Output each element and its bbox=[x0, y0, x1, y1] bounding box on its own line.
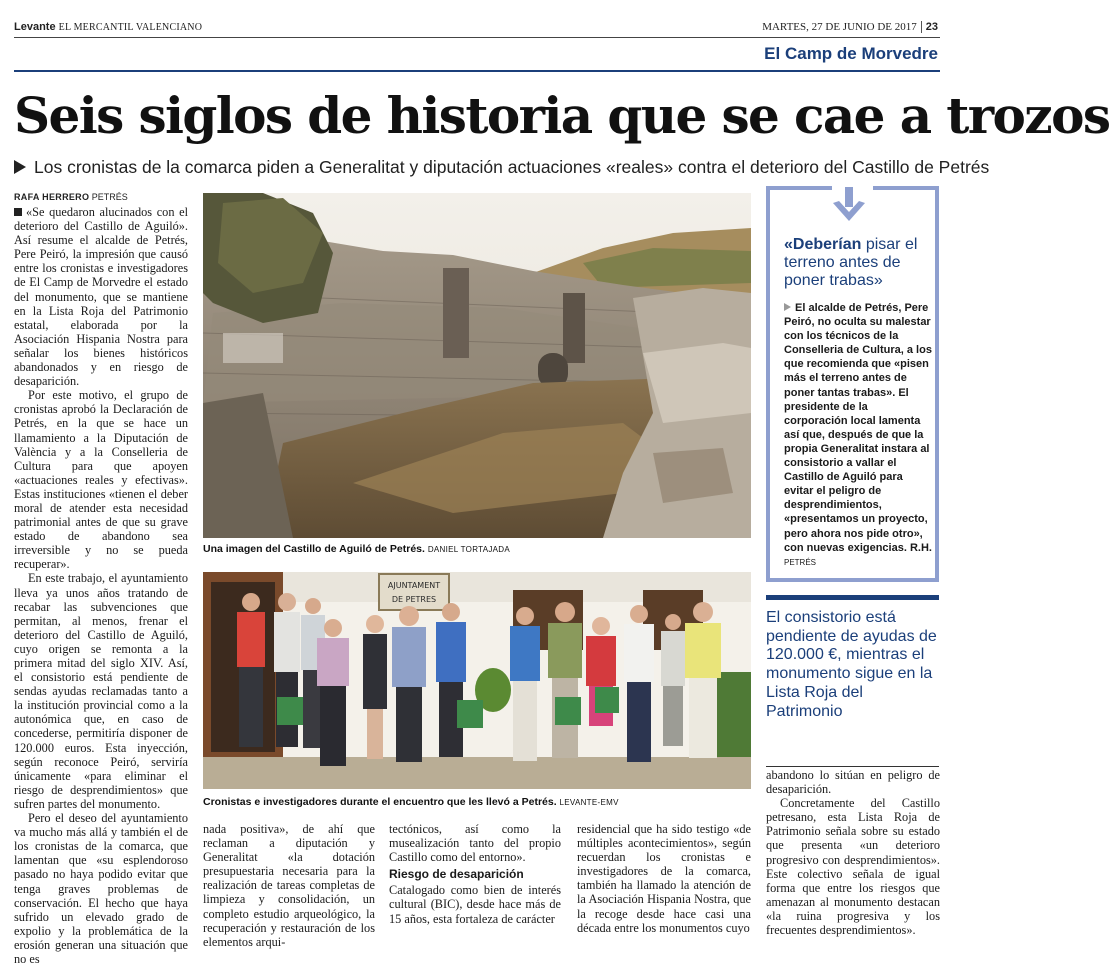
town-hall-sign-line2: DE PETRES bbox=[391, 595, 437, 604]
issue-date: MARTES, 27 DE JUNIO DE 2017 bbox=[762, 21, 917, 33]
paragraph: abandono lo sitúan en peligro de desaparición. bbox=[766, 768, 940, 797]
page-number: 23 bbox=[921, 21, 938, 33]
paragraph: Por este motivo, el grupo de cronistas aprobó la Declaración de Petrés, en la que se hace un llamamiento a la Diputación de València y a la Conselleria de Cultura para que apoyen «actuaciones reales y efectivas». Estas instituciones «tienen el deber moral de atender esta necesidad patrimonial antes de que su grave estado de abandono sea irreversible y no se pueda recuperar». bbox=[14, 388, 188, 572]
masthead bbox=[14, 21, 202, 33]
triangle-bullet-icon bbox=[784, 303, 791, 311]
article-column-5 bbox=[766, 768, 940, 936]
article-column-3 bbox=[389, 822, 561, 936]
headline: Seis siglos de historia que se cae a trozos bbox=[14, 86, 1109, 145]
triangle-bullet-icon bbox=[14, 160, 26, 174]
caption-text: Cronistas e investigadores durante el encuentro que les llevó a Petrés. bbox=[203, 796, 557, 808]
paragraph: residencial que ha sido testigo «de múltiples acontecimientos», según recuerdan los cronistas e investigadores de la comarca, también ha llamado la atención de la Asociación Hispania Nostra, que la recoge desde hace casi una década entre los monumentos cuyo bbox=[577, 822, 751, 935]
town-hall-sign-line1: AJUNTAMENT bbox=[387, 581, 441, 590]
square-bullet-icon bbox=[14, 208, 22, 216]
castle-ruins-image bbox=[203, 193, 751, 538]
caption-text: Una imagen del Castillo de Aguiló de Petrés. bbox=[203, 543, 425, 555]
header-rule bbox=[14, 37, 940, 38]
article-column-2 bbox=[203, 822, 375, 949]
photo-credit: DANIEL TORTAJADA bbox=[427, 545, 510, 554]
section-title: El Camp de Morvedre bbox=[764, 44, 938, 63]
sidebar-paragraph: El alcalde de Petrés, Pere Peiró, no oculta su malestar con los técnicos de la Conselleria de Cultura, a los que recomienda que «pisen más el terreno antes de poner tantas trabas». El presidente de la corporación local lamenta así que, después de que la propia Generalitat instara al consistorio a vallar el Castillo de Aguiló para evitar el peligro de desprendimientos, «presentamos un proyecto, pero ahora nos pide otro», con nuevas exigencias. bbox=[784, 302, 932, 554]
byline-place: PETRÉS bbox=[91, 192, 128, 202]
paragraph: Concretamente del Castillo petresano, esta Lista Roja de Patrimonio señala sobre su estado que presenta «un deterioro progresivo con desprendimientos». Este colectivo señala de igual forma que entre los riesgos que amenazan al monumento destacan «la ruina progresiva y los frecuentes desprendimientos». bbox=[766, 796, 940, 938]
paragraph-text: «Se quedaron alucinados con el deterioro del Castillo de Aguiló». Así resume el alcalde de Petrés, Pere Peiró, la impresión que causó entre los cronistas e investigadores de El Camp de Morvedre el estado del monumento, que se mantiene en la Lista Roja del Patrimonio estatal, elaborada por la Asociación Hispania Nostra para señalar los bienes históricos abandonados y en riesgo de desaparición. bbox=[14, 205, 188, 389]
article-column-1 bbox=[14, 205, 188, 966]
byline bbox=[14, 192, 128, 202]
paragraph: nada positiva», de ahí que reclaman a diputación y Generalitat «la dotación presupuestaria necesaria para la realización de tareas completas de limpieza y consolidación, un completo estudio arqueológico, la recuperación y restauración de los elementos arqui- bbox=[203, 822, 375, 949]
sidebar-signature: R.H. bbox=[909, 541, 932, 554]
paragraph: Pero el deseo del ayuntamiento va mucho más allá y también el de los cronistas de la comarca, que lamentan que «su esplendoroso pasado no haya podido evitar que tenga graves problemas de conservación. El hecho que haya sufrido un elevado grado de expolio y la problemática de la erosión generan una situación que no es bbox=[14, 811, 188, 966]
paragraph bbox=[14, 205, 188, 388]
arrow-down-icon bbox=[832, 187, 866, 227]
article-column-4 bbox=[577, 822, 751, 936]
paper-name: Levante bbox=[14, 21, 56, 33]
paragraph: Catalogado como bien de interés cultural (BIC), desde hace más de 15 años, esta fortaleza de carácter bbox=[389, 883, 561, 926]
sidebar-signature-place: PETRÉS bbox=[784, 557, 817, 567]
castle-photo bbox=[203, 193, 751, 538]
sidebar-title-rest: pisar el terreno antes de poner trabas» bbox=[784, 236, 918, 289]
section-subtitle: Riesgo de desaparición bbox=[389, 867, 524, 882]
sidebar-title bbox=[784, 236, 934, 290]
group-photo bbox=[203, 572, 751, 789]
quote-bar bbox=[766, 595, 939, 600]
pull-quote: El consistorio está pendiente de ayudas de 120.000 €, mientras el monumento sigue en la Lista Roja del Patrimonio bbox=[766, 609, 937, 720]
byline-author: RAFA HERRERO bbox=[14, 192, 90, 202]
paragraph: En este trabajo, el ayuntamiento lleva ya unos años tratando de recabar las subvenciones que permitan, al menos, frenar el deterioro del Castillo de Aguiló, cuyo origen se remonta a la primera mitad del siglo XIV. Así, el consistorio está pendiente de sendas ayudas reclamadas tanto a la institución provincial como a la autonómica que, en caso de concederse, permitiría disponer de 120.000 euros. Esta inyección, según reconoce Peiró, serviría únicamente «para eliminar el riesgo de desprendimientos» que sufren partes del monumento. bbox=[14, 571, 188, 811]
paragraph: tectónicos, así como la musealización tanto del propio Castillo como del entorno». bbox=[389, 822, 561, 865]
photo2-caption bbox=[203, 796, 619, 808]
chroniclers-group-image bbox=[203, 572, 751, 789]
photo-credit: LEVANTE-EMV bbox=[559, 798, 619, 807]
quote-rule bbox=[766, 766, 939, 767]
paper-subtitle: EL MERCANTIL VALENCIANO bbox=[58, 22, 203, 33]
subheadline-text: Los cronistas de la comarca piden a Generalitat y diputación actuaciones «reales» contra el deterioro del Castillo de Petrés bbox=[34, 157, 990, 177]
sidebar-title-bold: «Deberían bbox=[784, 236, 862, 253]
sidebar-text bbox=[784, 301, 934, 570]
section-rule bbox=[14, 70, 940, 72]
subheadline bbox=[14, 157, 989, 178]
dateline bbox=[762, 21, 938, 33]
photo1-caption bbox=[203, 543, 510, 555]
